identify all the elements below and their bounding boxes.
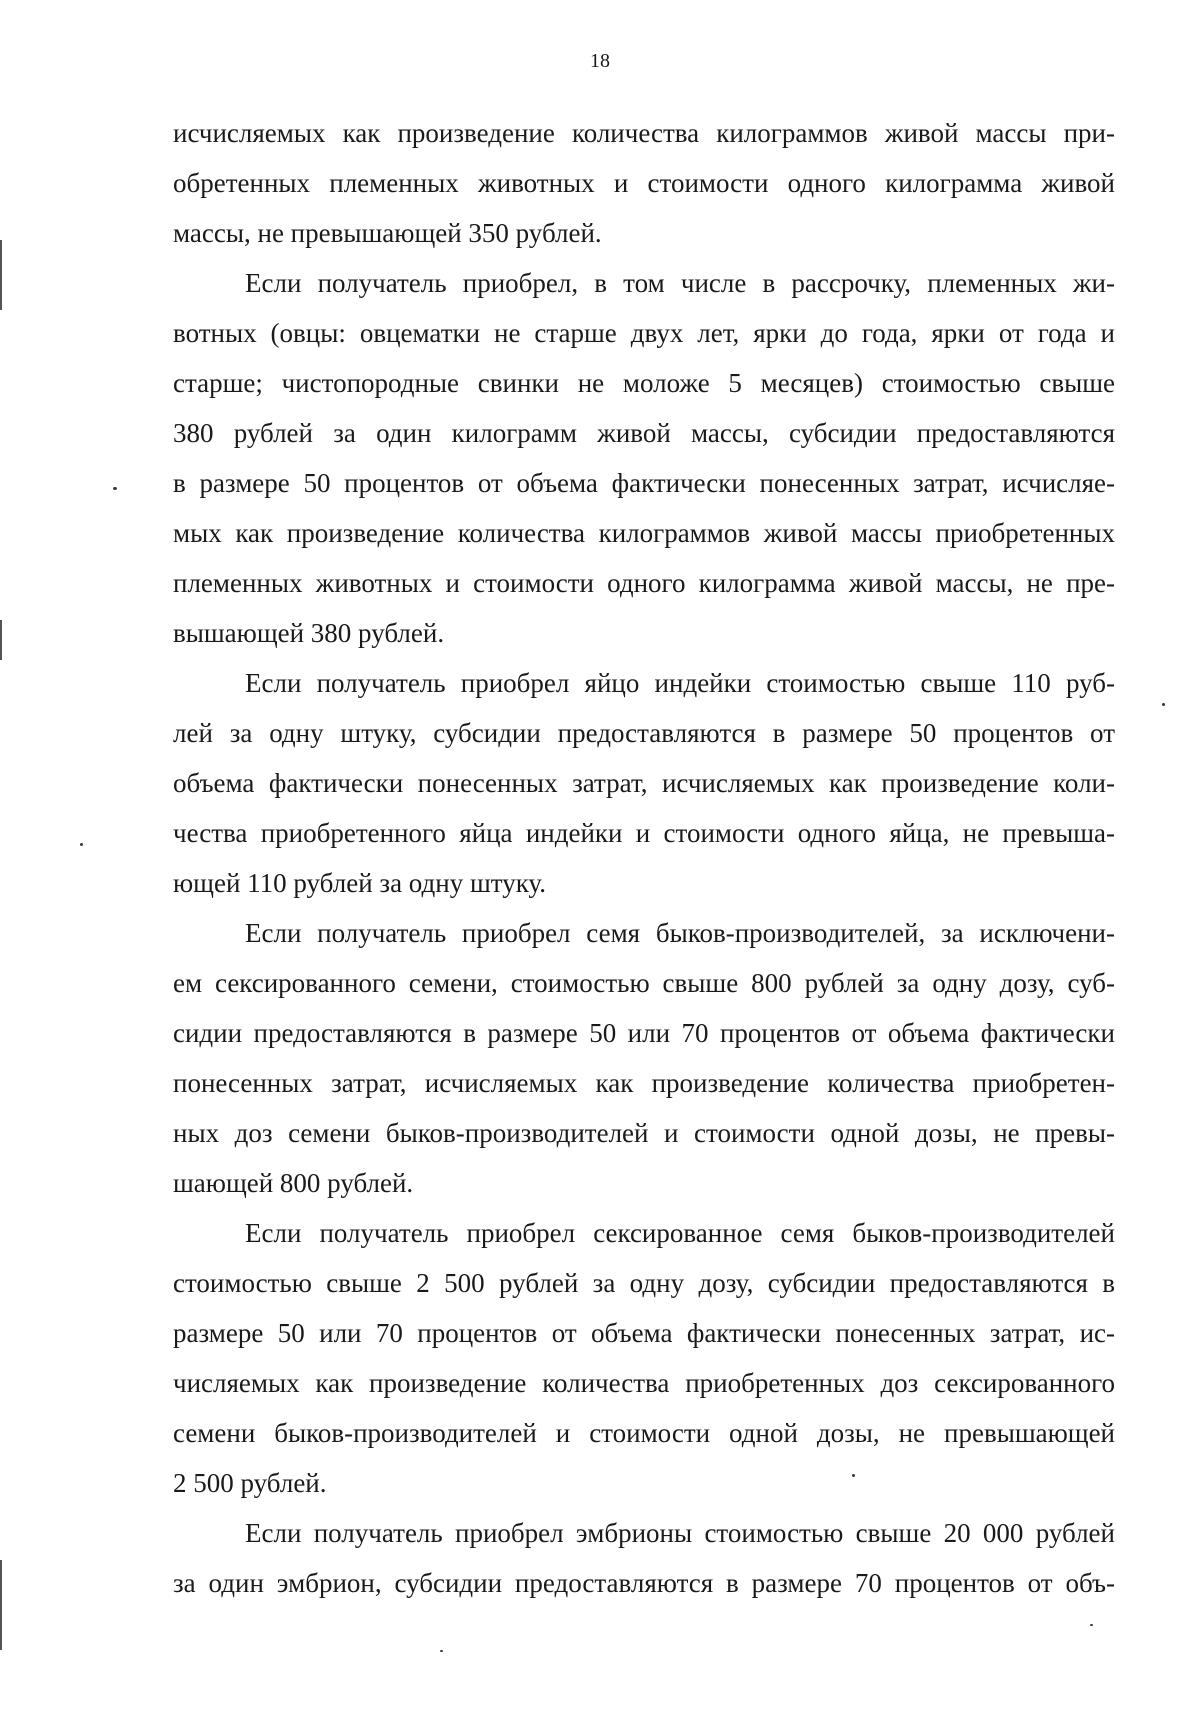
text-line: Если получатель приобрел, в том числе в рассрочку, племенных жи-	[245, 268, 1115, 298]
scan-speck	[80, 843, 83, 846]
text-line: объема фактически понесенных затрат, исчисляемых как произведение коли-	[173, 768, 1115, 798]
text-line: ем сексированного семени, стоимостью свыше 800 рублей за одну дозу, суб-	[173, 968, 1115, 998]
text-line: Если получатель приобрел эмбрионы стоимостью свыше 20 000 рублей	[245, 1518, 1115, 1548]
scan-edge-mark	[0, 1560, 2, 1650]
scan-speck	[1162, 703, 1165, 706]
paragraph	[173, 658, 1115, 908]
text-line: мых как произведение количества килограммов живой массы приобретенных	[173, 518, 1115, 548]
text-line: числяемых как произведение количества приобретенных доз сексированного	[173, 1368, 1115, 1398]
text-line: в размере 50 процентов от объема фактически понесенных затрат, исчисляе-	[173, 468, 1115, 498]
text-line: за один эмбрион, субсидии предоставляются в размере 70 процентов от объ-	[173, 1568, 1115, 1598]
text-line: Если получатель приобрел семя быков-производителей, за исключени-	[245, 918, 1115, 948]
document-body	[173, 108, 1115, 1608]
text-line: старше; чистопородные свинки не моложе 5 месяцев) стоимостью свыше	[173, 368, 1115, 398]
text-line: ющей 110 рублей за одну штуку.	[173, 868, 546, 898]
text-line: 380 рублей за один килограмм живой массы, субсидии предоставляются	[173, 418, 1115, 448]
scan-edge-mark	[0, 240, 2, 310]
text-line: стоимостью свыше 2 500 рублей за одну дозу, субсидии предоставляются в	[173, 1268, 1115, 1298]
text-line: семени быков-производителей и стоимости одной дозы, не превышающей	[173, 1418, 1115, 1448]
text-line: исчисляемых как произведение количества килограммов живой массы при-	[173, 118, 1115, 148]
text-line: понесенных затрат, исчисляемых как произведение количества приобретен-	[173, 1068, 1115, 1098]
text-line: Если получатель приобрел сексированное семя быков-производителей	[245, 1218, 1115, 1248]
page-number: 18	[590, 50, 610, 72]
text-line: племенных животных и стоимости одного килограмма живой массы, не пре-	[173, 568, 1115, 598]
paragraph	[173, 108, 1115, 258]
text-line: массы, не превышающей 350 рублей.	[173, 218, 602, 248]
text-line: сидии предоставляются в размере 50 или 70 процентов от объема фактически	[173, 1018, 1115, 1048]
text-line: шающей 800 рублей.	[173, 1168, 414, 1198]
text-line: 2 500 рублей.	[173, 1468, 327, 1498]
scan-speck	[113, 487, 117, 490]
text-line: вотных (овцы: овцематки не старше двух лет, ярки до года, ярки от года и	[173, 318, 1115, 348]
scan-speck	[852, 1474, 855, 1477]
paragraph	[173, 258, 1115, 658]
text-line: вышающей 380 рублей.	[173, 618, 445, 648]
paragraph	[173, 1508, 1115, 1608]
paragraph	[173, 908, 1115, 1208]
text-line: чества приобретенного яйца индейки и стоимости одного яйца, не превыша-	[173, 818, 1115, 848]
text-line: размере 50 или 70 процентов от объема фактически понесенных затрат, ис-	[173, 1318, 1115, 1348]
scan-speck	[440, 1650, 443, 1652]
text-line: Если получатель приобрел яйцо индейки стоимостью свыше 110 руб-	[245, 668, 1115, 698]
text-line: обретенных племенных животных и стоимости одного килограмма живой	[173, 168, 1115, 198]
scan-edge-mark	[0, 620, 2, 660]
paragraph	[173, 1208, 1115, 1508]
text-line: лей за одну штуку, субсидии предоставляются в размере 50 процентов от	[173, 718, 1115, 748]
scan-speck	[1090, 1624, 1093, 1626]
text-line: ных доз семени быков-производителей и стоимости одной дозы, не превы-	[173, 1118, 1115, 1148]
